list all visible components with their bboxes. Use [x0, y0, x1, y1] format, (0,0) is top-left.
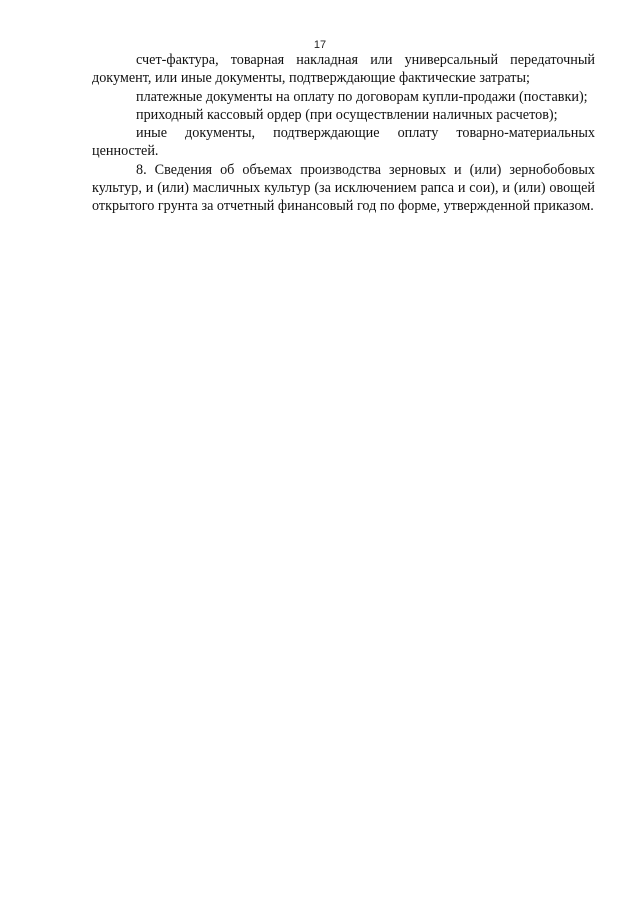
paragraph-payment-documents: платежные документы на оплату по договорам купли-продажи (поставки);	[136, 88, 588, 105]
paragraph-invoice-documents: счет-фактура, товарная накладная или универсальный передаточный документ, или иные документы, подтверждающие фактические затраты;	[92, 52, 595, 87]
document-body	[92, 51, 595, 216]
paragraph-cash-receipt-order: приходный кассовый ордер (при осуществлении наличных расчетов);	[136, 106, 558, 123]
page-number: 17	[313, 39, 327, 51]
paragraph-other-documents: иные документы, подтверждающие оплату товарно-материальных ценностей.	[92, 125, 595, 160]
paragraph-item-8-production-volumes: 8. Сведения об объемах производства зерновых и (или) зернобобовых культур, и (или) масличных культур (за исключением рапса и сои), и (или) овощей открытого грунта за отчетный финансовый год по форме, утвержденной приказом.	[92, 161, 595, 215]
